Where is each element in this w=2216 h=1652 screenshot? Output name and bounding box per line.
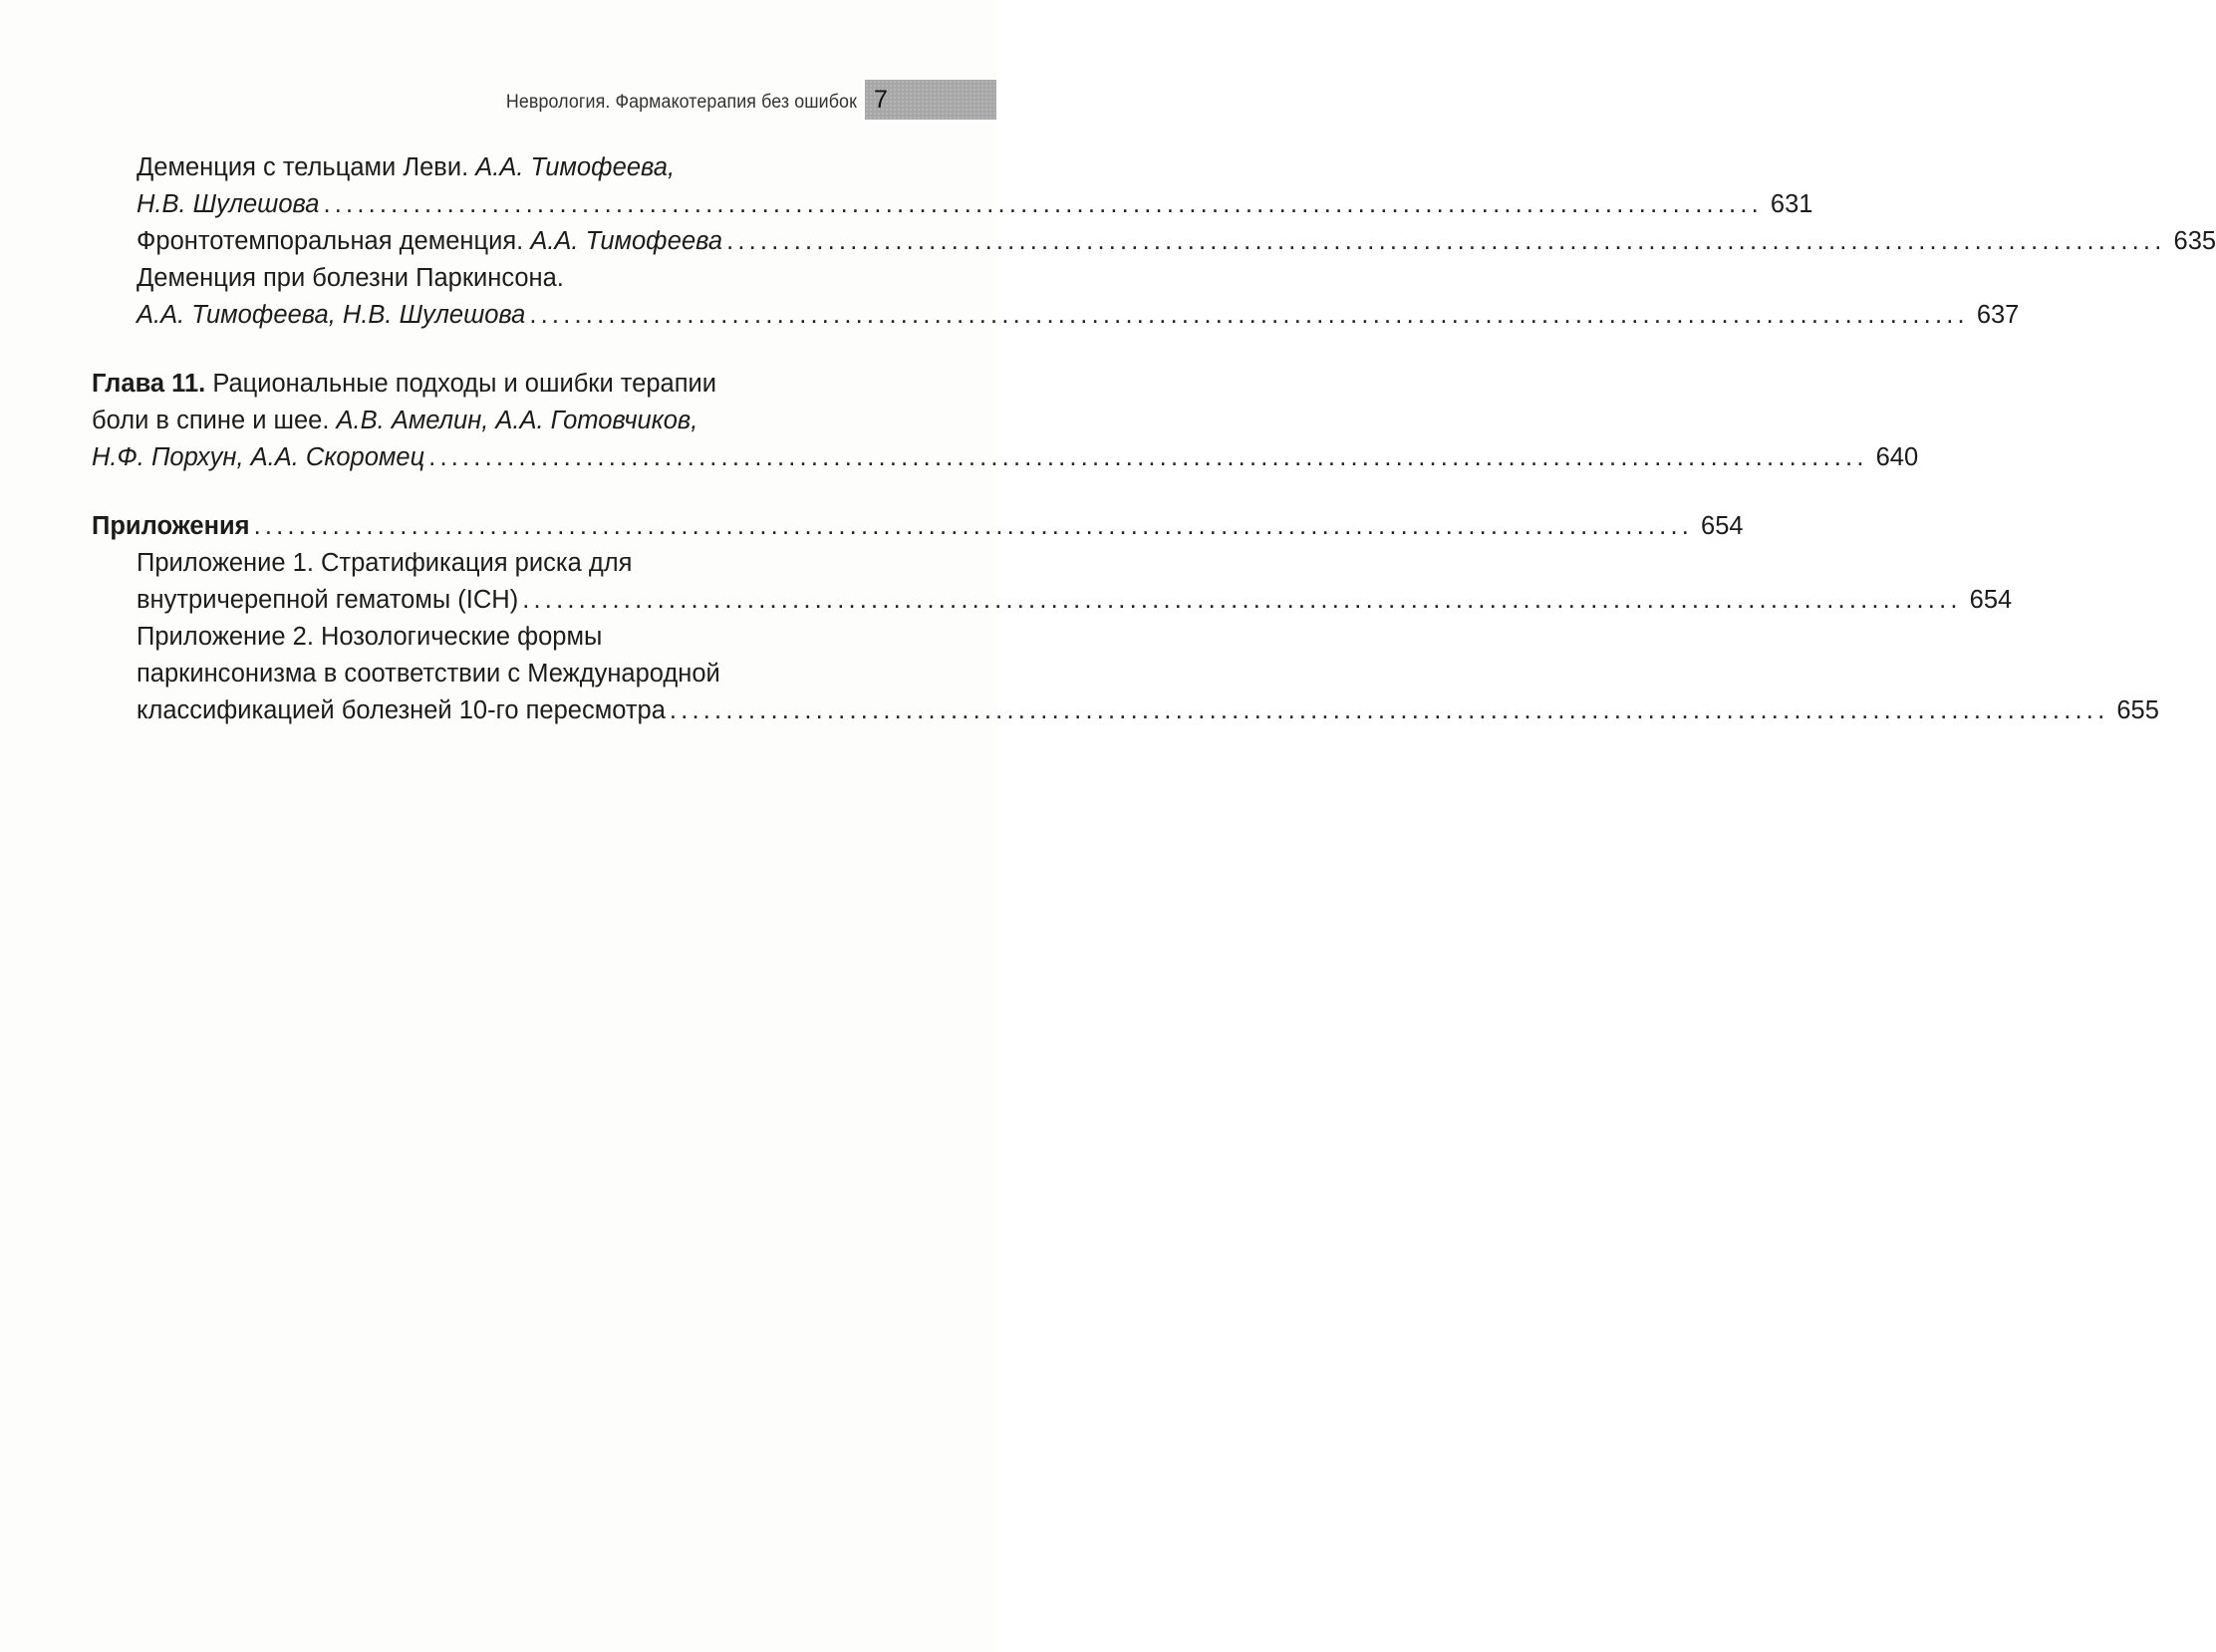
chapter-authors: А.В. Амелин, А.А. Готовчиков, [336, 407, 698, 434]
page-number: 7 [874, 86, 888, 114]
toc-line [92, 366, 919, 403]
toc-entry-dementia-lewy[interactable] [92, 149, 1813, 223]
toc-entry-title: Деменция с тельцами Леви. [137, 153, 469, 181]
appendix-title: Приложение 1. Стратификация риска для [137, 549, 633, 577]
toc-entry-authors: А.А. Тимофеева, Н.В. Шулешова [137, 301, 526, 329]
appendix-title: внутричерепной гематомы (ICH) [137, 586, 519, 614]
toc-line [92, 297, 2020, 334]
table-of-contents [92, 149, 2216, 729]
toc-page-number: 654 [1969, 586, 2013, 614]
toc-entry-appendix-1[interactable] [92, 545, 2013, 619]
toc-line [92, 403, 919, 439]
toc-page-number: 640 [1875, 443, 1919, 471]
appendix-title: классификацией болезней 10-го пересмотра [137, 696, 666, 724]
leader-dots: ................................................................................................................................ [253, 512, 1694, 540]
toc-entry-authors: Н.В. Шулешова [137, 190, 320, 218]
chapter-title: Рациональные подходы и ошибки терапии [212, 370, 717, 398]
toc-line [92, 223, 2216, 260]
toc-entry-appendix-2[interactable] [92, 619, 2159, 729]
toc-line [92, 692, 2159, 729]
leader-dots: ................................................................................................................................ [529, 301, 1969, 329]
toc-entry-title: Деменция при болезни Паркинсона. [137, 264, 564, 292]
leader-dots: ................................................................................................................................ [428, 443, 1868, 471]
leader-dots: ................................................................................................................................ [323, 190, 1763, 218]
toc-line [92, 582, 2013, 619]
toc-entry-parkinson-dementia[interactable] [92, 260, 2020, 334]
toc-line [92, 508, 1744, 545]
toc-line [92, 619, 919, 656]
toc-line [92, 656, 919, 692]
toc-entry-authors: А.А. Тимофеева, [475, 153, 676, 181]
toc-line [92, 149, 919, 186]
toc-line [92, 260, 919, 297]
toc-entry-appendices[interactable] [92, 508, 1744, 545]
toc-line [92, 186, 1813, 223]
chapter-authors: Н.Ф. Порхун, А.А. Скоромец [92, 443, 425, 471]
appendix-title: паркинсонизма в соответствии с Международной [137, 660, 720, 688]
leader-dots: ................................................................................................................................ [726, 227, 2166, 255]
toc-entry-title: Фронтотемпоральная деменция. [137, 227, 524, 255]
toc-page-number: 635 [2173, 227, 2216, 255]
toc-entry-frontotemporal[interactable] [92, 223, 2216, 260]
page-number-tab [865, 80, 996, 120]
toc-page-number: 655 [2116, 696, 2159, 724]
toc-line [92, 545, 919, 582]
toc-line [92, 439, 1919, 476]
toc-page-number: 654 [1701, 512, 1744, 540]
toc-page-number: 631 [1770, 190, 1813, 218]
running-header-title: Неврология. Фармакотерапия без ошибок [505, 92, 857, 113]
chapter-label: Глава 11. [92, 370, 206, 398]
leader-dots: ................................................................................................................................ [522, 586, 1962, 614]
toc-entry-authors: А.А. Тимофеева [530, 227, 723, 255]
chapter-title: боли в спине и шее. [92, 407, 330, 434]
toc-page-number: 637 [1976, 301, 2020, 329]
appendices-label: Приложения [92, 512, 250, 540]
toc-entry-chapter-11[interactable] [92, 366, 1919, 476]
leader-dots: ................................................................................................................................ [669, 696, 2109, 724]
appendix-title: Приложение 2. Нозологические формы [137, 623, 603, 651]
